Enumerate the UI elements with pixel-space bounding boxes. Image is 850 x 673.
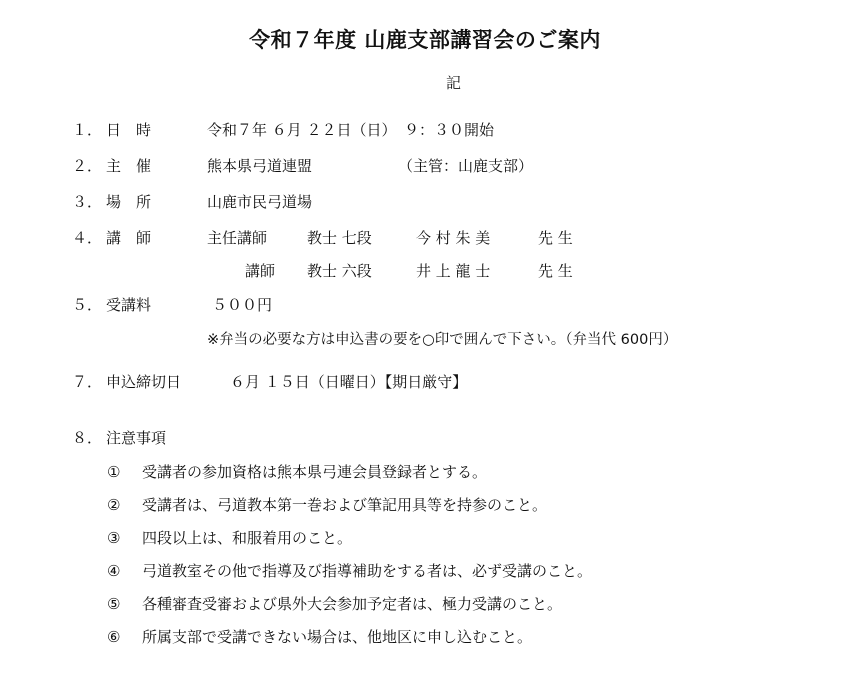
item-number: ３． [72, 193, 103, 211]
fee-note-text: ※弁当の必要な方は申込書の要を○印で囲んで下さい。（弁当代 600円） [207, 332, 678, 348]
note-mark: ⑥ [107, 628, 121, 646]
note-mark: ③ [107, 529, 121, 547]
note-mark: ⑤ [107, 595, 121, 613]
note-text: 受講者の参加資格は熊本県弓連会員登録者とする。 [142, 463, 488, 481]
item-value: 令和７年 ６月 ２２日（日） ９：３０開始 [207, 121, 495, 139]
note-text: 四段以上は、和服着用のこと。 [142, 529, 353, 547]
item-label: 受講料 [106, 296, 152, 314]
item-number: ７． [72, 373, 103, 391]
item-value: ６月 １５日（日曜日）【期日厳守】 [230, 373, 468, 391]
item-value: 熊本県弓道連盟 [207, 157, 313, 175]
item-number: １． [72, 121, 103, 139]
lecturer-rank: 教士 六段 [307, 262, 372, 280]
document-title: 令和７年度 山鹿支部講習会のご案内 [249, 28, 601, 52]
lecturer-title: 先 生 [538, 229, 573, 247]
lecturer-name: 井 上 龍 士 [416, 262, 491, 280]
item-label: 申込締切日 [106, 373, 182, 391]
item-label: 講 師 [106, 229, 152, 247]
lecturer-role: 主任講師 [207, 229, 268, 247]
note-mark: ④ [107, 562, 121, 580]
item-value: 山鹿市民弓道場 [207, 193, 313, 211]
note-text: 所属支部で受講できない場合は、他地区に申し込むこと。 [142, 628, 533, 646]
ki-heading: 記 [446, 74, 462, 92]
item-number: ２． [72, 157, 103, 175]
note-text: 各種審査受審および県外大会参加予定者は、極力受講のこと。 [142, 595, 563, 613]
lecturer-title: 先 生 [538, 262, 573, 280]
lecturer-name: 今 村 朱 美 [416, 229, 491, 247]
note-text: 受講者は、弓道教本第一巻および筆記用具等を持参のこと。 [142, 496, 548, 514]
lecturer-rank: 教士 七段 [307, 229, 372, 247]
note-mark: ② [107, 496, 121, 514]
item-number: ８． [72, 429, 103, 447]
item-number: ４． [72, 229, 103, 247]
item-label: 日 時 [106, 121, 152, 139]
item-label: 場 所 [106, 193, 152, 211]
lecturer-role: 講師 [245, 262, 276, 280]
item-subvalue: （主管：山鹿支部） [398, 157, 534, 175]
note-text: 弓道教室その他で指導及び指導補助をする者は、必ず受講のこと。 [142, 562, 593, 580]
item-number: ５． [72, 296, 103, 314]
item-label: 注意事項 [106, 429, 167, 447]
item-label: 主 催 [106, 157, 152, 175]
item-value: ５００円 [212, 296, 273, 314]
note-mark: ① [107, 463, 121, 481]
